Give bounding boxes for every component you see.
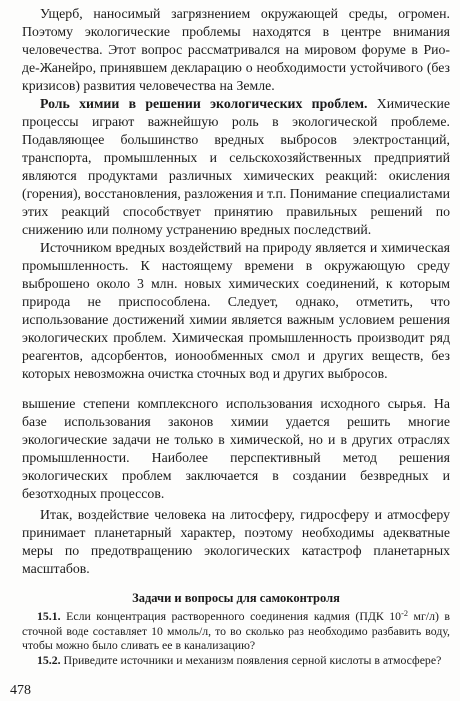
paragraph-continuation: вышение степени комплексного использования исходного сырья. На базе использования законов химии удается решить многие экологические задачи не только в химической, но и в других отраслях промышленности. Наиболее перспективный метод решения экологических проблем заключается в создании безвредных и безотходных процессов. [22,396,450,501]
paragraph-chemical-industry: Источником вредных воздействий на природу является и химическая промышленность. К настоящему времени в окружающую среду выброшено около 3 млн. новых химических соединений, к которым природа не приспособлена. Следует, однако, отметить, что использование достижений химии является важным условием решения экологических проблем. Химическая промышленность производит ряд реагентов, адсорбентов, ионообменных смол и других веществ, без которых невозможна очистка сточных вод и других выбросов. [22,240,450,381]
exercise-number: 15.1. [37,609,61,623]
exercises-heading: Задачи и вопросы для самоконтроля [132,591,340,605]
exercise-list [22,609,450,667]
paragraph-chemistry-role [22,95,450,239]
exercise-item [22,609,450,653]
exercise-text: Если концентрация растворенного соединения кадмия (ПДК 10 [66,609,402,623]
exercise-text: мг/л) в сточной воде составляет 10 ммоль/л, то во сколько раз необходимо разбавить воду, чтобы можно было сливать ее в канализацию? [22,609,450,652]
paragraph-conclusion: Итак, воздействие человека на литосферу, гидросферу и атмосферу принимает планетарный характер, поэтому необходимы адекватные меры по предотвращению экологических катастроф планетарных масштабов. [22,507,450,576]
exercise-text: Приведите источники и механизм появления серной кислоты в атмосфере? [63,652,442,667]
paragraph-text: Химические процессы играют важнейшую роль в экологической проблеме. Подавляющее большинство вредных выбросов электростанций, транспорта, промышленных и сельскохозяйственных предприятий являются продуктами различных химических реакций: окисления (горения), восстановления, разложения и т.п. Понимание специалистами этих реакций способствует принятию правильных решений по снижению или полному устранению вредных последствий. [22,96,451,237]
text-column [22,5,450,667]
paragraph-intro: Ущерб, наносимый загрязнением окружающей среды, огромен. Поэтому экологические проблемы находятся в центре внимания человечества. Этот вопрос рассматривался на мировом форуме в Рио-де-Жанейро, принявшем декларацию о необходимости устойчивого (без кризисов) развития человечества на Земле. [22,6,450,93]
exponent: -2 [401,608,408,618]
run-in-heading: Роль химии в решении экологических проблем. [40,96,368,111]
exercise-number: 15.2. [37,652,61,667]
exercise-item [22,653,450,668]
page-number: 478 [10,683,31,698]
